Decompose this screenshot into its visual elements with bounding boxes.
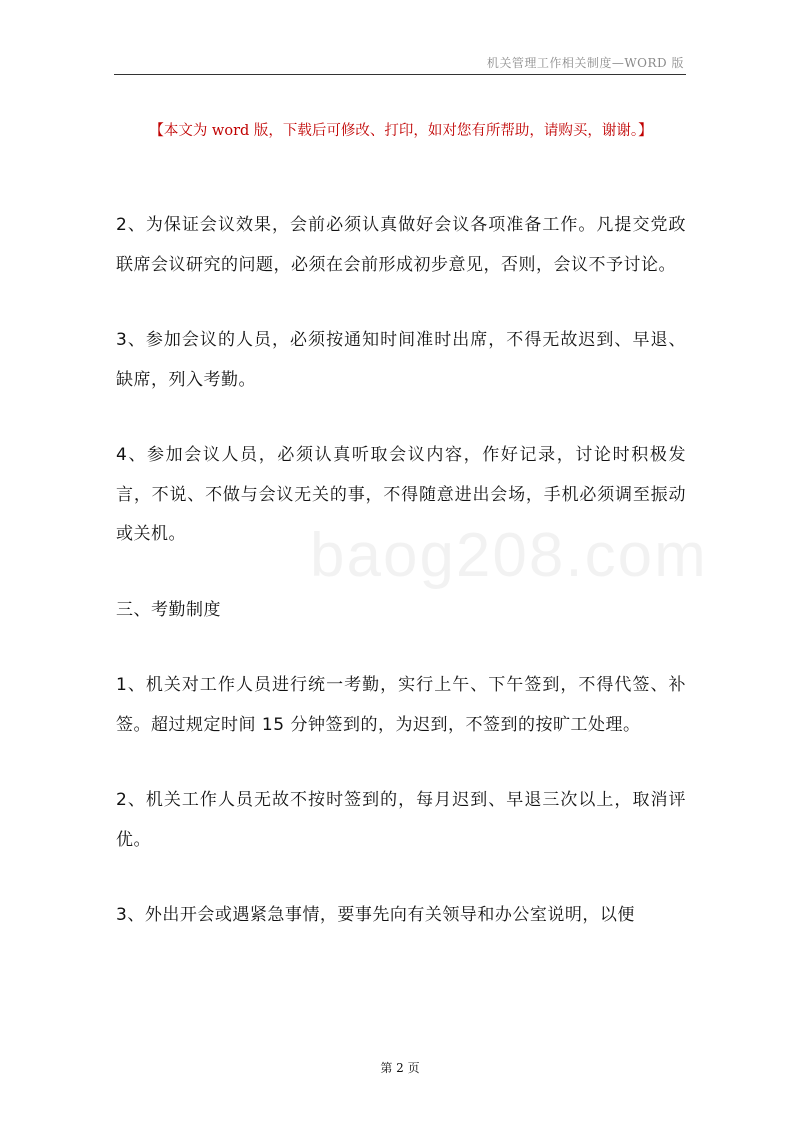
watermark: baog208.com bbox=[310, 521, 708, 590]
purchase-notice: 【本文为 word 版，下载后可修改、打印，如对您有所帮助，请购买，谢谢。】 bbox=[149, 123, 653, 139]
section-heading-attendance: 三、考勤制度 bbox=[116, 599, 221, 620]
paragraph-meeting-attendance: 3、参加会议的人员，必须按通知时间准时出席，不得无故迟到、早退、缺席，列入考勤。 bbox=[116, 330, 686, 390]
paragraph-leave-notice: 3、外出开会或遇紧急事情，要事先向有关领导和办公室说明，以便 bbox=[116, 905, 635, 925]
header-divider bbox=[114, 74, 686, 75]
paragraph-meeting-preparation: 2、为保证会议效果，会前必须认真做好会议各项准备工作。凡提交党政联席会议研究的问题，必须在会前形成初步意见，否则，会议不予讨论。 bbox=[116, 215, 686, 275]
paragraph-lateness: 2、机关工作人员无故不按时签到的，每月迟到、早退三次以上，取消评优。 bbox=[116, 790, 686, 850]
running-header: 机关管理工作相关制度—WORD 版 bbox=[486, 56, 684, 70]
paragraph-meeting-conduct: 4、参加会议人员，必须认真听取会议内容，作好记录，讨论时积极发言，不说、不做与会议无关的事，不得随意进出会场，手机必须调至振动或关机。 bbox=[116, 445, 686, 544]
paragraph-sign-in: 1、机关对工作人员进行统一考勤，实行上午、下午签到，不得代签、补签。超过规定时间 15 分钟签到的，为迟到，不签到的按旷工处理。 bbox=[116, 675, 686, 735]
page-number: 第 2 页 bbox=[380, 1061, 420, 1075]
document-body bbox=[116, 206, 686, 972]
